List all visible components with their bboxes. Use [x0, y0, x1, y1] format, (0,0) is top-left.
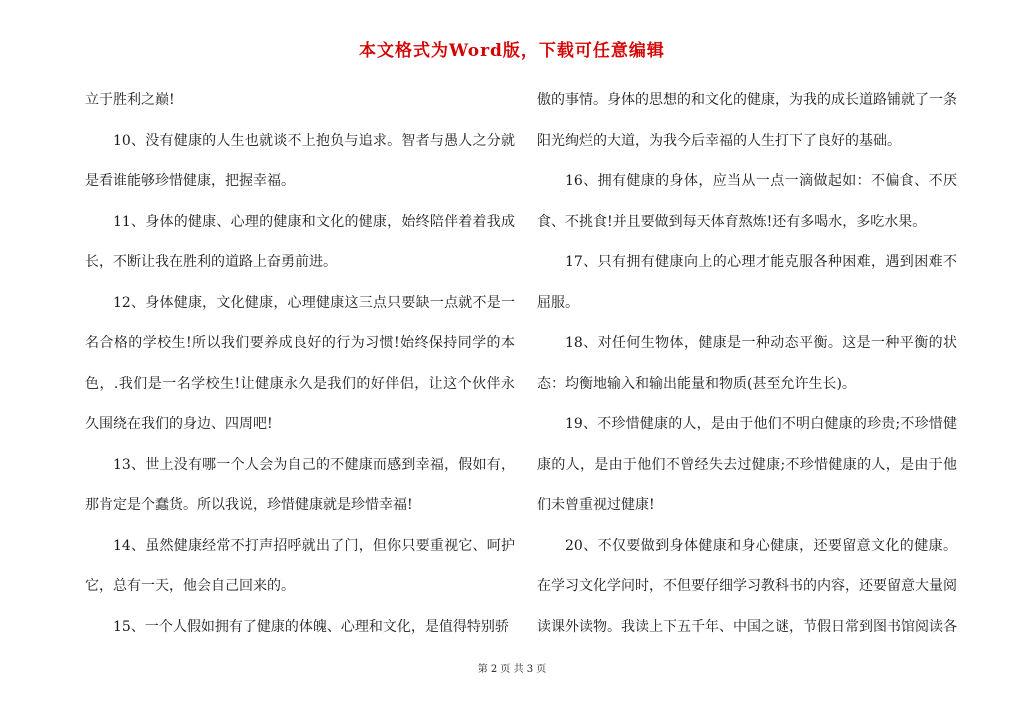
left-column: [85, 80, 515, 647]
paragraph: 15、一个人假如拥有了健康的体魄、心理和文化，是值得特别骄: [113, 618, 509, 635]
paragraph: 11、身体的健康、心理的健康和文化的健康，始终陪伴着着我成长，不断让我在胜利的道路上奋勇前进。: [85, 213, 515, 270]
paragraph: 14、虽然健康经常不打声招呼就出了门，但你只要重视它、呵护它，总有一天，他会自己回来的。: [85, 537, 515, 594]
paragraph: 傲的事情。身体的思想的和文化的健康，为我的成长道路铺就了一条阳光绚烂的大道，为我今后幸福的人生打下了良好的基础。: [537, 92, 957, 149]
paragraph: 16、拥有健康的身体，应当从一点一滴做起如：不偏食、不厌食、不挑食!并且要做到每天体育熬炼!还有多喝水，多吃水果。: [537, 173, 957, 230]
paragraph: 17、只有拥有健康向上的心理才能克服各种困难，遇到困难不屈服。: [537, 254, 957, 311]
paragraph: 立于胜利之巅!: [85, 92, 175, 108]
page-number-footer: 第 2 页 共 3 页: [477, 664, 547, 675]
right-column: [537, 80, 957, 647]
word-format-banner: 本文格式为Word版，下载可任意编辑: [359, 41, 665, 61]
paragraph: 12、身体健康，文化健康，心理健康这三点只要缺一点就不是一名合格的学校生!所以我们要养成良好的行为习惯!始终保持同学的本色，.我们是一名学校生!让健康永久是我们的好伴侣，让这个伙伴永久围绕在我们的身边、四周吧!: [85, 294, 515, 432]
paragraph: 10、没有健康的人生也就谈不上抱负与追求。智者与愚人之分就是看谁能够珍惜健康，把握幸福。: [85, 132, 515, 189]
paragraph: 13、世上没有哪一个人会为自己的不健康而感到幸福，假如有，那肯定是个蠢货。所以我说，珍惜健康就是珍惜幸福!: [85, 456, 515, 513]
paragraph: 20、不仅要做到身体健康和身心健康，还要留意文化的健康。在学习文化学问时，不但要仔细学习教科书的内容，还要留意大量阅读课外读物。我读上下五千年、中国之谜，节假日常到图书馆阅读各: [537, 537, 957, 635]
paragraph: 19、不珍惜健康的人，是由于他们不明白健康的珍贵;不珍惜健康的人，是由于他们不曾经失去过健康;不珍惜健康的人，是由于他们未曾重视过健康!: [537, 416, 957, 513]
paragraph: 18、对任何生物体，健康是一种动态平衡。这是一种平衡的状态：均衡地输入和输出能量和物质(甚至允许生长)。: [537, 335, 957, 392]
